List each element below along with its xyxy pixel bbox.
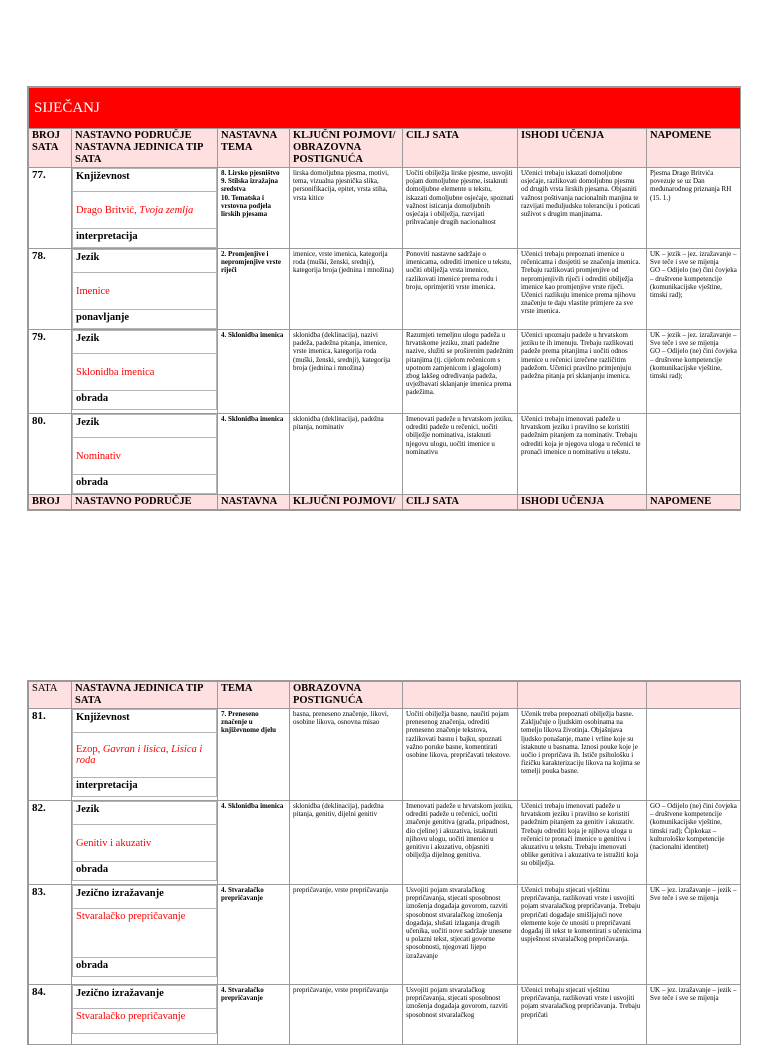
header-cell: NASTAVNO PODRUČJE NASTAVNA JEDINICA TIP SATA <box>72 129 218 168</box>
lesson-unit: Drago Britvić, Tvoja zemlja <box>73 192 217 229</box>
notes: Pjesma Drage Britvića povezuje se uz Dan međunarodnog priznanja RH (15. 1.) <box>647 168 741 249</box>
lesson-number: 81. <box>29 709 72 801</box>
learning-outcomes: Učenici upoznaju padeže u hrvatskom jeziku te ih imenuju. Trebaju razlikovati padeže prema pitanjima i uočiti odnos imenice u rečenici izrečene različitim padežom. Učenici pravilno primjenjuju padežna pitanja pri sklanjanju imenica. <box>518 330 647 414</box>
learning-outcomes: Učenici trebaju stjecati vještinu prepričavanja, razlikovati vrste i usvojiti pojam stvaralačkog prepričavanja. Trebaju prepričati <box>518 985 647 1045</box>
key-concepts: sklonidba (deklinacija), padežna pitanja, genitiv, dijelni genitiv <box>290 801 403 885</box>
lesson-type: obrada <box>73 391 217 410</box>
subject-area: Jezik <box>73 250 217 273</box>
lesson-goal: Usvojiti pojam stvaralačkog prepričavanja, stjecati sposobnost iznošenja događaja govorom, razviti sposobnost stvaralačkog <box>403 985 518 1045</box>
lesson-type: interpretacija <box>73 778 217 797</box>
subject-area: Jezično izražavanje <box>73 886 217 909</box>
header-cell <box>403 682 518 709</box>
header-cell <box>647 682 741 709</box>
subject-area: Jezično izražavanje <box>73 986 217 1009</box>
header-cell: TEMA <box>218 682 290 709</box>
lesson-number: 82. <box>29 801 72 885</box>
lesson-goal: Imenovati padeže u hrvatskom jeziku, odrediti padeže u rečenici, uočiti obilježje nominativa, istaknuti njegovu ulogu, uočiti imenice u nominativu <box>403 414 518 495</box>
notes: GO – Odijelo (ne) čini čovjeka – društvene kompetencije (komunikacijske vještine, timski rad); Čipkokaz – kulturološke kompetencije (nacionalni identitet) <box>647 801 741 885</box>
learning-outcomes: Učenici trebaju imenovati padeže u hrvatskom jeziku i pravilno se koristiti padežnim pitanjem za nominativ. Trebaju odrediti koja je njegova uloga u rečenici te pronaći imenice u nominativu u tekstu. <box>518 414 647 495</box>
table-row <box>29 414 741 495</box>
lesson-number: 84. <box>29 985 72 1045</box>
lesson-goal: Uočiti obilježja basne, naučiti pojam prenesenog značenja, odrediti preneseno značenje tekstova, razlikovati basnu i bajku, spoznati važno poruke basne, komentirati osobine likova, prepričavati tekstove. <box>403 709 518 801</box>
lesson-type: obrada <box>73 958 217 977</box>
lesson-theme: 4. Stvaralačko prepričavanje <box>218 885 290 985</box>
lesson-theme: 4. Stvaralačko prepričavanje <box>218 985 290 1045</box>
key-concepts: prepričavanje, vrste prepričavanja <box>290 985 403 1045</box>
key-concepts: sklonidba (deklinacija), nazivi padeža, padežna pitanja, imenice, vrste imenica, kategorija roda (muški, ženski, srednji), kategorija broja (jednina i množina) <box>290 330 403 414</box>
header-cell: CILJ SATA <box>403 495 518 510</box>
table-row <box>29 330 741 414</box>
key-concepts: sklonidba (deklinacija), padežna pitanja, nominativ <box>290 414 403 495</box>
subject-area: Jezik <box>73 331 217 354</box>
month-banner: SIJEČANJ <box>29 88 741 129</box>
header-cell: NAPOMENE <box>647 129 741 168</box>
header-cell: NAPOMENE <box>647 495 741 510</box>
lesson-number: 83. <box>29 885 72 985</box>
subject-area: Književnost <box>73 169 217 192</box>
notes <box>647 709 741 801</box>
lesson-unit: Stvaralačko prepričavanje <box>73 1009 217 1034</box>
lesson-theme: 7. Preneseno značenje u književnome djelu <box>218 709 290 801</box>
header-cell: BROJ <box>29 495 72 510</box>
header-cell: NASTAVNO PODRUČJE <box>72 495 218 510</box>
lesson-type: obrada <box>73 475 217 494</box>
table-row <box>29 709 741 801</box>
lesson-unit: Nominativ <box>73 438 217 475</box>
footer-header-row <box>29 495 741 510</box>
header-cell: BROJ SATA <box>29 129 72 168</box>
notes: UK – jez. izražavanje – jezik – Sve teče i sve se mijenja <box>647 985 741 1045</box>
learning-outcomes: Učenici trebaju imenovati padeže u hrvatskom jeziku i pravilno se koristiti padežnim pitanjem za genitiv i akuzativ. Trebaju odrediti koja je njihova uloga u rečenici te pronaći imenice u genitivu i akuzativu u tekstu. Trebaju imenovati oblike genitiva i akuzativa te istražiti koja su obilježja. <box>518 801 647 885</box>
table-row <box>29 885 741 985</box>
learning-outcomes: Učenici trebaju iskazati domoljubne osjećaje, razlikovati domoljubnu pjesmu od drugih vrsta lirskih pjesama. Objasniti važnost poštivanja nacionalnih manjina te razvijati međuljudsku toleranciju i poticati suživot s drugim manjinama. <box>518 168 647 249</box>
key-concepts: prepričavanje, vrste prepričavanja <box>290 885 403 985</box>
lesson-theme: 4. Sklonidba imenica <box>218 801 290 885</box>
lesson-unit: Sklonidba imenica <box>73 354 217 391</box>
header-cell: NASTAVNA <box>218 495 290 510</box>
lesson-number: 78. <box>29 249 72 330</box>
lesson-unit: Imenice <box>73 273 217 310</box>
header-cell: CILJ SATA <box>403 129 518 168</box>
lesson-number: 79. <box>29 330 72 414</box>
table-row <box>29 801 741 885</box>
header-cell <box>518 682 647 709</box>
table-row <box>29 168 741 249</box>
lesson-plan-table-2 <box>28 681 741 1045</box>
lesson-goal: Uočiti obilježja lirske pjesme, usvojiti pojam domoljubne pjesme, istaknuti domoljubne elemente u tekstu, iskazati domoljubne osjećaje, spoznati važnost isticanja domoljubnih osjećaja i obilježja, razvijati prihvaćanje drugih nacionalnost <box>403 168 518 249</box>
lesson-type: ponavljanje <box>73 310 217 329</box>
lesson-unit: Stvaralačko prepričavanje <box>73 909 217 958</box>
notes: UK – jezik – jez. izražavanje – Sve teče i sve se mijenja GO – Odijelo (ne) čini čovjeka – društvene kompetencije (komunikacijske vještine, timski rad); <box>647 330 741 414</box>
lesson-theme: 4. Sklonidba imenica <box>218 330 290 414</box>
key-concepts: basna, preneseno značenje, likovi, osobine likova, osnovna misao <box>290 709 403 801</box>
lesson-goal: Usvojiti pojam stvaralačkog prepričavanja, stjecati sposobnost iznošenja događaja govorom, razviti sposobnost stvaralačkog iznošenja događaja, slušati izlaganja drugih učenika, uočiti nove sadržaje unesene u polazni tekst, stjecati govorne sposobnosti, njegovati lijepo izražavanje <box>403 885 518 985</box>
header-row <box>29 682 741 709</box>
lesson-plan-table-1 <box>28 87 741 510</box>
header-cell: NASTAVNA TEMA <box>218 129 290 168</box>
header-cell: KLJUČNI POJMOVI/ OBRAZOVNA POSTIGNUĆA <box>290 129 403 168</box>
header-cell: SATA <box>29 682 72 709</box>
notes <box>647 414 741 495</box>
page-1 <box>27 86 741 511</box>
subject-area: Književnost <box>73 710 217 733</box>
lesson-theme: 2. Promjenjive i nepromjenjive vrste riječi <box>218 249 290 330</box>
lesson-goal: Ponoviti nastavne sadržaje o imenicama, odrediti imenice u tekstu, uočiti obilježja vrsta imenice, razlikovati imenice prema rodu i broju, oprimjeriti vrste imenica. <box>403 249 518 330</box>
header-cell: KLJUČNI POJMOVI/ <box>290 495 403 510</box>
lesson-type: obrada <box>73 862 217 881</box>
header-cell: OBRAZOVNA POSTIGNUĆA <box>290 682 403 709</box>
key-concepts: lirska domoljubna pjesma, motivi, tema, vizualna pjesnička slika, personifikacija, epitet, vrsta stiha, vrsta kitice <box>290 168 403 249</box>
subject-area: Jezik <box>73 802 217 825</box>
header-cell: ISHODI UČENJA <box>518 495 647 510</box>
lesson-type: interpretacija <box>73 229 217 248</box>
table-row <box>29 249 741 330</box>
learning-outcomes: Učenici trebaju prepoznati imenice u rečenicama i dosjetiti se značenja imenica. Trebaju razlikovati promjenjive od nepromjenjivih riječi i odrediti obilježja imenice kao promjenjive vrste riječi. Učenici razlikuju imenice prema njihovu značenju te daju vlastite primjere za sve vrste imenica. <box>518 249 647 330</box>
lesson-goal: Imenovati padeže u hrvatskom jeziku, odrediti padeže u rečenici, uočiti značenje genitiva (građa, pripadnost, dio cjeline) i akuzativa, istaknuti njihovu ulogu, uočiti imenice u genitivu i akuzativu, objasniti obilježja dijelnog genitiva. <box>403 801 518 885</box>
lesson-unit: Ezop, Gavran i lisica, Lisica i roda <box>73 733 217 778</box>
learning-outcomes: Učenici trebaju stjecati vještinu prepričavanja, razlikovati vrste i usvojiti pojam stvaralačkog prepričavanja. Trebaju prepričati događaje smišljajući nove elemente koje će unositi u prepričavani događaj ili tekst te komentirati s učenicima uspješnost stvaralačkog prepričavanja. <box>518 885 647 985</box>
lesson-number: 77. <box>29 168 72 249</box>
lesson-number: 80. <box>29 414 72 495</box>
header-cell: ISHODI UČENJA <box>518 129 647 168</box>
lesson-goal: Razumjeti temeljnu ulogu padeža u hrvatskome jeziku, znati padežne nazive, služiti se proširenim padežnim pitanjima (tj. cijelom rečenicom s upotnom zamjenicom i glagolom) zbog lakšeg određivanja padeža, uvježbavati sklanjanje imenica prema padežima. <box>403 330 518 414</box>
header-cell: NASTAVNA JEDINICA TIP SATA <box>72 682 218 709</box>
learning-outcomes: Učenik treba prepoznati obilježja basne. Zaključuje o ljudskim osobinama na temelju likova životinja. Objašnjava ljudsko ponašanje, mane i vrline koje su istaknute u basnama. Iznosi pouke koje je uočio i prepričava ih. Ističe psihološku i fizičku karakterizaciju likova na kojima se temelji pouka basne. <box>518 709 647 801</box>
subject-area: Jezik <box>73 415 217 438</box>
notes: UK – jez. izražavanje – jezik – Sve teče i sve se mijenja <box>647 885 741 985</box>
page-2 <box>27 680 741 1045</box>
notes: UK – jezik – jez. izražavanje – Sve teče i sve se mijenja GO – Odijelo (ne) čini čovjeka – društvene kompetencije (komunikacijske vještine, timski rad); <box>647 249 741 330</box>
key-concepts: imenice, vrste imenica, kategorija roda (muški, ženski, srednji), kategorija broja (jednina i množina) <box>290 249 403 330</box>
lesson-unit: Genitiv i akuzativ <box>73 825 217 862</box>
lesson-theme: 8. Lirsko pjesništvo 9. Stilska izražajna sredstva 10. Tematska i vrstovna podjela lirskih pjesama <box>218 168 290 249</box>
lesson-theme: 4. Sklonidba imenica <box>218 414 290 495</box>
table-row <box>29 985 741 1045</box>
header-row <box>29 129 741 168</box>
